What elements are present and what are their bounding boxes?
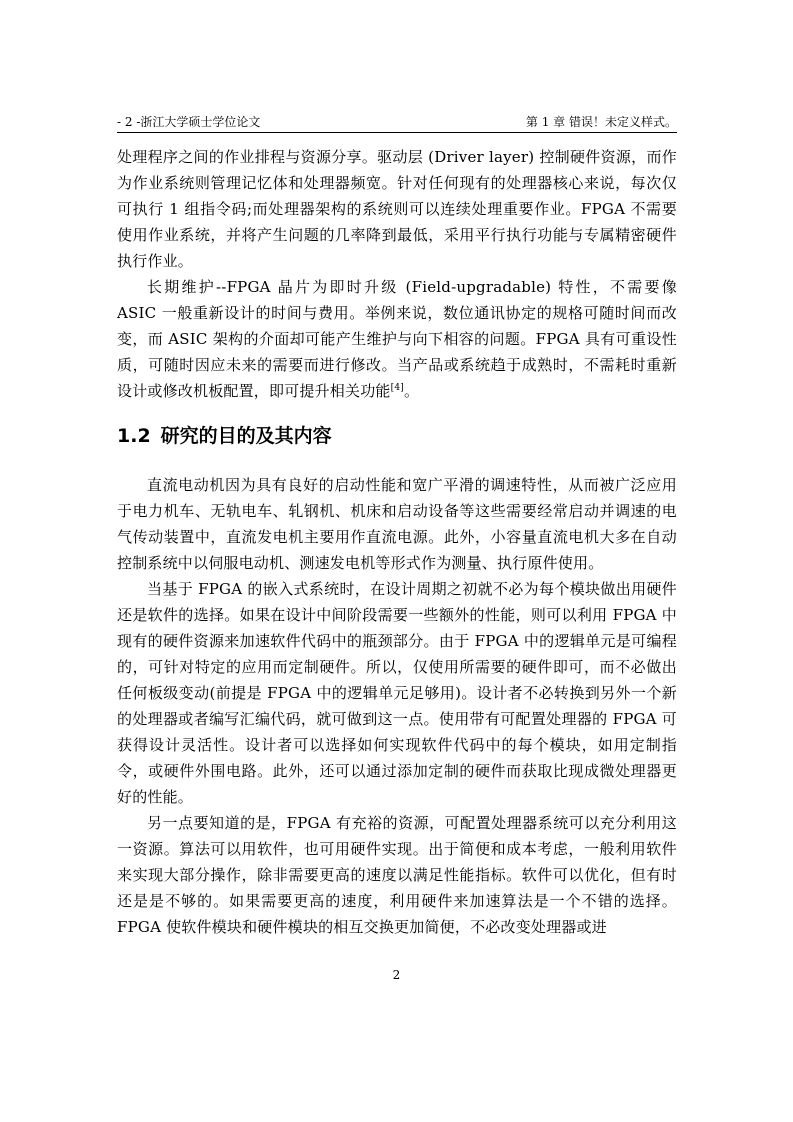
page-header	[117, 110, 677, 133]
section-title: 研究的目的及其内容	[160, 425, 332, 447]
page-number: 2	[392, 968, 401, 982]
section-number: 1.2	[117, 425, 151, 447]
body-block-section	[117, 472, 677, 940]
paragraph: 直流电动机因为具有良好的启动性能和宽广平滑的调速特性，从而被广泛应用于电力机车、无轨电车、轧钢机、机床和启动设备等这些需要经常启动并调速的电气传动装置中，直流发电机主要用作直流电源。此外，小容量直流电机大多在自动控制系统中以伺服电动机、测速发电机等形式作为测量、执行原件使用。	[117, 476, 677, 572]
citation-reference[interactable]: [4]	[390, 383, 404, 393]
body-block-top	[117, 144, 677, 404]
header-right-text: 第 1 章 错误！未定义样式。	[525, 115, 677, 129]
paragraph: 处理程序之间的作业排程与资源分享。驱动层 (Driver layer) 控制硬件资源，而作为作业系统则管理记忆体和处理器频宽。针对任何现有的处理器核心来说，每次仅可执行 1 组指令码;而处理器架构的系统则可以连续处理重要作业。FPGA 不需要使用作业系统，并将产生问题的几率降到最低，采用平行执行功能与专属精密硬件执行作业。	[117, 148, 677, 270]
section-heading	[117, 422, 332, 450]
paragraph: 另一点要知道的是，FPGA 有充裕的资源，可配置处理器系统可以充分利用这一资源。算法可以用软件，也可用硬件实现。出于简便和成本考虑，一般利用软件来实现大部分操作，除非需要更高的速度以满足性能指标。软件可以优化，但有时还是是不够的。如果需要更高的速度，利用硬件来加速算法是一个不错的选择。FPGA 使软件模块和硬件模块的相互交换更加简便，不必改变处理器或进	[117, 814, 677, 936]
paragraph	[117, 274, 677, 404]
paragraph-end-punct: 。	[403, 382, 420, 400]
paragraph-text: 长期维护--FPGA 晶片为即时升级 (Field-upgradable) 特性，不需要像 ASIC 一般重新设计的时间与费用。举例来说，数位通讯协定的规格可随时间而改变，而 ASIC 架构的介面却可能产生维护与向下相容的问题。FPGA 具有可重设性质，可随时因应未来的需要而进行修改。当产品或系统趋于成熟时，不需耗时重新设计或修改机板配置，即可提升相关功能	[117, 278, 677, 400]
header-left-text: - 2 -浙江大学硕士学位论文	[117, 115, 261, 129]
paragraph: 当基于 FPGA 的嵌入式系统时，在设计周期之初就不必为每个模块做出用硬件还是软件的选择。如果在设计中间阶段需要一些额外的性能，则可以利用 FPGA 中现有的硬件资源来加速软件代码中的瓶颈部分。由于 FPGA 中的逻辑单元是可编程的，可针对特定的应用而定制硬件。所以，仅使用所需要的硬件即可，而不必做出任何板级变动(前提是 FPGA 中的逻辑单元足够用)。设计者不必转换到另外一个新的处理器或者编写汇编代码，就可做到这一点。使用带有可配置处理器的 FPGA 可获得设计灵活性。设计者可以选择如何实现软件代码中的每个模块，如用定制指令，或硬件外围电路。此外，还可以通过添加定制的硬件而获取比现成微处理器更好的性能。	[117, 580, 677, 806]
